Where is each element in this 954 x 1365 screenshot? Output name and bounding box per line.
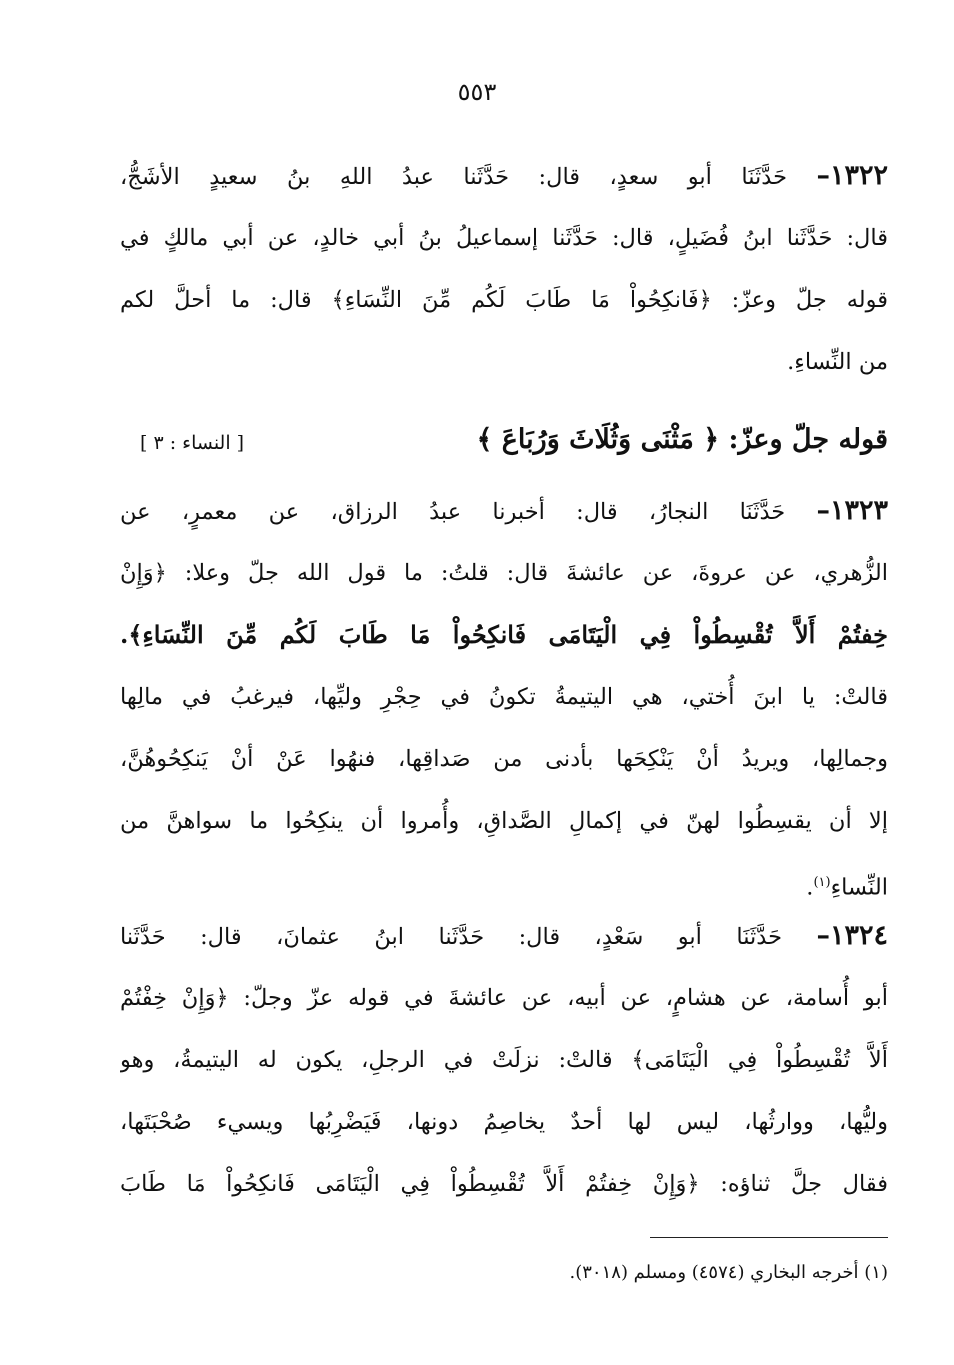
text-line: وجمالِها، ويريدُ أنْ يَنْكِحَها بأدنى من صَداقِها، فنهُوا عَنْ أنْ يَنكِحُوهُنَّ، xyxy=(120,746,888,772)
hadith-number: ١٣٢٢– xyxy=(816,160,888,191)
heading-text: قوله جلّ وعزّ: ﴿ مَثْنَى وَثُلَاثَ وَرُبَاعَ ﴾ xyxy=(476,424,888,455)
text-line: فقال جلَّ ثناؤه: ﴿وَإِنْ خِفتُمْ أَلاَّ تُقْسِطُواْ فِي الْيَتَامَى فَانكِحُواْ مَا طَابَ xyxy=(120,1171,888,1197)
end-mark: . xyxy=(806,874,814,901)
line-text: حَدَّثَنَا أبو سَعْدٍ، قال: حَدَّثَنا ابنُ عثمانَ، قال: حَدَّثَنا xyxy=(120,924,783,950)
text-line: إلا أن يقسِطُوا لهنّ في إكمالِ الصَّداقِ، وأُمروا أن ينكِحُوا ما سواهنَّ من xyxy=(120,808,888,834)
line-text: النِّساءِ xyxy=(830,874,888,901)
text-line: قالتْ: يا ابنَ أُختي، هي اليتيمةُ تكونُ في حِجْرِ وليِّها، فيرغبُ في مالِها xyxy=(120,684,888,710)
page-number: ٥٥٣ xyxy=(457,78,497,106)
line-text: حَدَّثَنَا أبو سعدٍ، قال: حَدَّثَنا عبدُ اللهِ بنُ سعيدٍ الأشَجُّ، xyxy=(120,164,788,190)
section-heading xyxy=(120,418,888,478)
text-line: أَلاَّ تُقْسِطُواْ فِي الْيَتَامَى﴾ قالتْ: نزلَتْ في الرجلِ، يكون له اليتيمةُ، وهو xyxy=(120,1047,888,1073)
text-line: وليُّها، ووارثُها، ليس لها أحدٌ يخاصِمُ دونها، فَيَضْرِبُها ويسيء صُحْبَتَها، xyxy=(120,1109,888,1135)
hadith-number: ١٣٢٣– xyxy=(816,495,888,526)
hadith-number: ١٣٢٤– xyxy=(816,920,888,951)
footnote-divider xyxy=(650,1237,888,1238)
text-line xyxy=(120,905,888,967)
surah-reference: [ النساء : ٣ ] xyxy=(140,432,245,454)
text-line xyxy=(120,145,888,207)
text-line xyxy=(120,480,888,542)
text-line: من النِّساءِ. xyxy=(787,349,888,375)
text-line: أبو أُسامة، عن هشامٍ، عن أبيه، عن عائشةَ في قوله عزّ وجلّ: ﴿وَإِنْ خِفْتُمْ xyxy=(120,985,888,1011)
text-line: قال: حَدَّثَنا ابنُ فُضَيلٍ، قال: حَدَّثَنا إسماعيلُ بنُ أبي خالدٍ، عن أبي مالكٍ في xyxy=(120,225,888,251)
hadith-1322 xyxy=(120,145,888,393)
hadith-1324 xyxy=(120,905,888,1215)
footnote-marker[interactable]: (١) xyxy=(813,875,831,890)
footnote: (١) أخرجه البخاري (٤٥٧٤) ومسلم (٣٠١٨). xyxy=(569,1262,888,1283)
text-line: الزُّهري، عن عروةَ، عن عائشةَ قال: قلتُ: ما قول الله جلّ وعلا: ﴿وَإِنْ xyxy=(120,560,888,586)
quran-line: خِفتُمْ أَلاَّ تُقْسِطُواْ فِي الْيَتَامَى فَانكِحُواْ مَا طَابَ لَكُم مِّنَ النِّسَاءِ﴾. xyxy=(120,620,888,649)
text-line: قوله جلّ وعزّ: ﴿فَانكِحُواْ مَا طَابَ لَكُم مِّنَ النِّسَاءِ﴾ قال: ما أحلَّ لكم xyxy=(120,287,888,313)
hadith-1323 xyxy=(120,480,888,914)
line-text: حَدَّثَنَا النجارُ، قال: أخبرنا عبدُ الرزاق، عن معمرٍ، عن xyxy=(120,499,786,525)
